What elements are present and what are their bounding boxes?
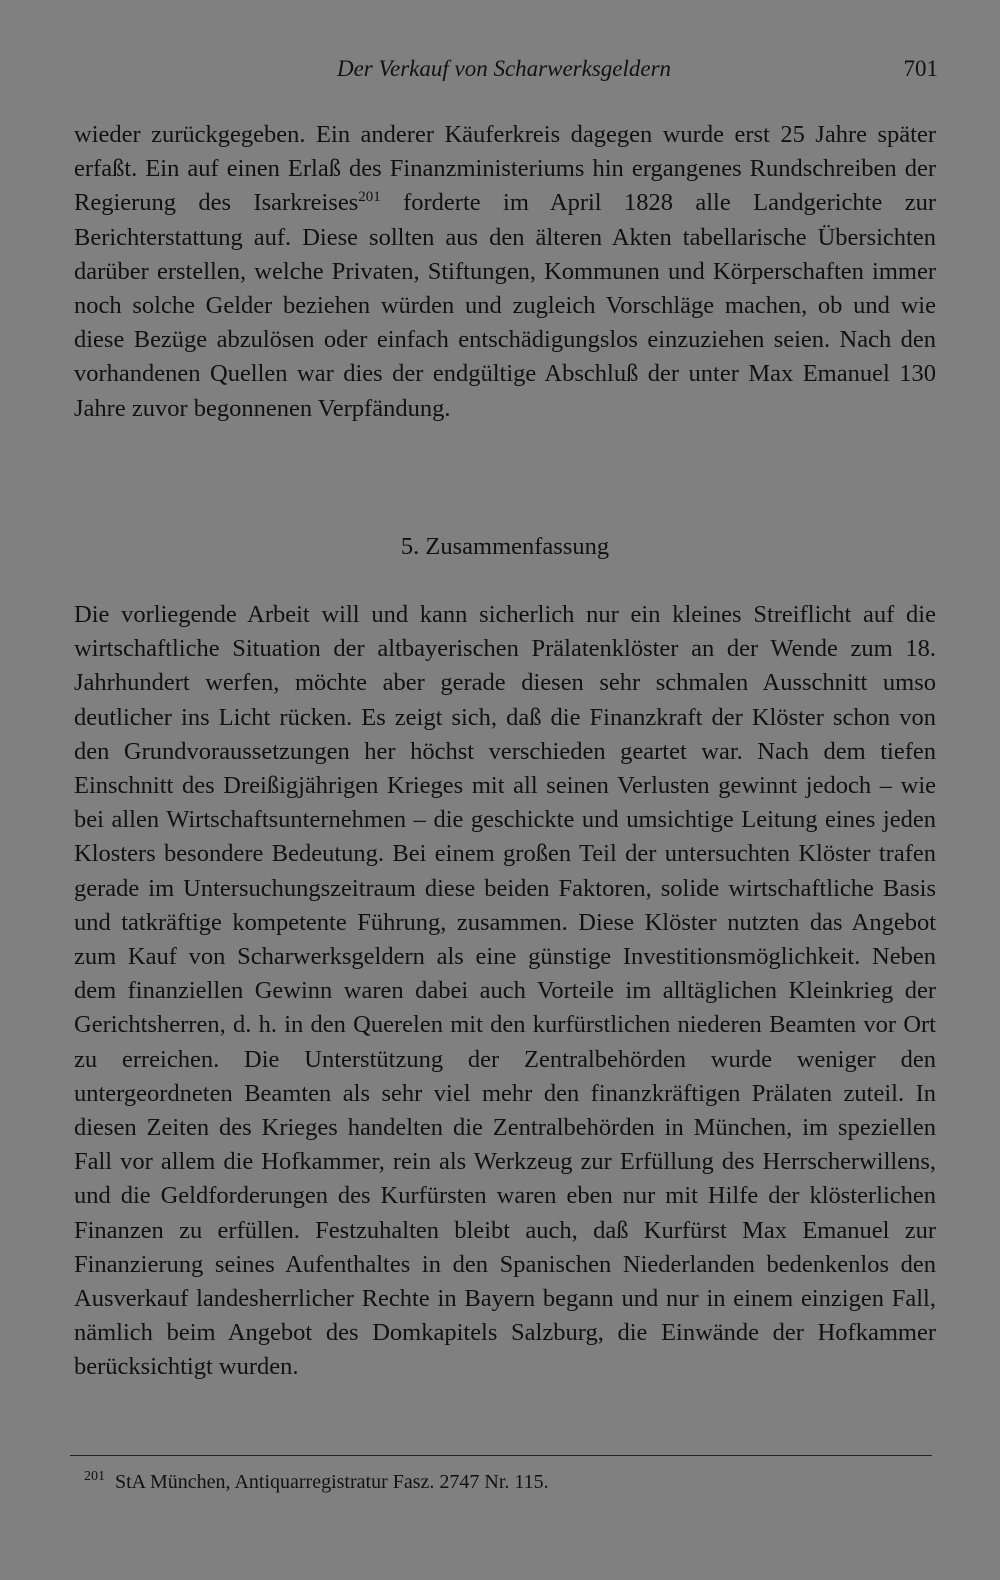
running-title: Der Verkauf von Scharwerksgeldern <box>336 56 672 81</box>
footnote-reference[interactable]: 201 <box>358 189 381 206</box>
paragraph-text-part1: wieder zurückgegeben. Ein anderer Käuferkreis dagegen wurde erst 25 Jahre später erfaßt. Ein auf einen Erlaß des Finanzministeriums hin ergangenes Rundschreiben der Regierung des Isarkreises <box>74 121 936 217</box>
page-number: 701 <box>903 56 938 81</box>
footnote-divider <box>70 1455 932 1456</box>
running-header <box>70 56 938 92</box>
section-heading: 5. Zusammenfassung <box>400 533 610 560</box>
body-paragraph-continued <box>74 118 936 426</box>
footnote <box>84 1468 934 1496</box>
paragraph-text-part2: forderte im April 1828 alle Landgerichte zur Berichterstattung auf. Diese sollten aus den älteren Akten tabellarische Übersichten darüber erstellen, welche Privaten, Stiftungen, Kommunen und Körperschaften immer noch solche Gelder beziehen würden und zugleich Vorschläge machen, ob und wie diese Bezüge abzulösen oder einfach entschädigungslos einzuziehen seien. Nach den vorhandenen Quellen war dies der endgültige Abschluß der unter Max Emanuel 130 Jahre zuvor begonnenen Verpfändung. <box>74 189 936 422</box>
footnote-number: 201 <box>84 1469 105 1485</box>
footnote-text: StA München, Antiquarregistratur Fasz. 2747 Nr. 115. <box>115 1471 549 1493</box>
summary-paragraph: Die vorliegende Arbeit will und kann sicherlich nur ein kleines Streiflicht auf die wirtschaftliche Situation der altbayerischen Prälatenklöster an der Wende zum 18. Jahrhundert werfen, möchte aber gerade diesen sehr schmalen Ausschnitt umso deutlicher ins Licht rücken. Es zeigt sich, daß die Finanzkraft der Klöster schon von den Grundvoraussetzungen her höchst verschieden geartet war. Nach dem tiefen Einschnitt des Dreißigjährigen Krieges mit all seinen Verlusten gewinnt jedoch – wie bei allen Wirtschaftsunternehmen – die geschickte und umsichtige Leitung eines jeden Klosters besondere Bedeutung. Bei einem großen Teil der untersuchten Klöster trafen gerade im Untersuchungszeitraum diese beiden Faktoren, solide wirtschaftliche Basis und tatkräftige kompetente Führung, zusammen. Diese Klöster nutzten das Angebot zum Kauf von Scharwerksgeldern als eine günstige Investitionsmöglichkeit. Neben dem finanziellen Gewinn waren dabei auch Vorteile im alltäglichen Kleinkrieg der Gerichtsherren, d. h. in den Querelen mit den kurfürstlichen niederen Beamten vor Ort zu erreichen. Die Unterstützung der Zentralbehörden wurde weniger den untergeordneten Beamten als sehr viel mehr den finanzkräftigen Prälaten zuteil. In diesen Zeiten des Krieges handelten die Zentralbehörden in München, im speziellen Fall vor allem die Hofkammer, rein als Werkzeug zur Erfüllung des Herrscherwillens, und die Geldforderungen des Kurfürsten waren eben nur mit Hilfe der klösterlichen Finanzen zu erfüllen. Festzuhalten bleibt auch, daß Kurfürst Max Emanuel zur Finanzierung seines Aufenthaltes in den Spanischen Niederlanden bedenkenlos den Ausverkauf landesherrlicher Rechte in Bayern begann und nur in einem einzigen Fall, nämlich beim Angebot des Domkapitels Salzburg, die Einwände der Hofkammer berücksichtigt wurden. <box>74 601 936 1381</box>
